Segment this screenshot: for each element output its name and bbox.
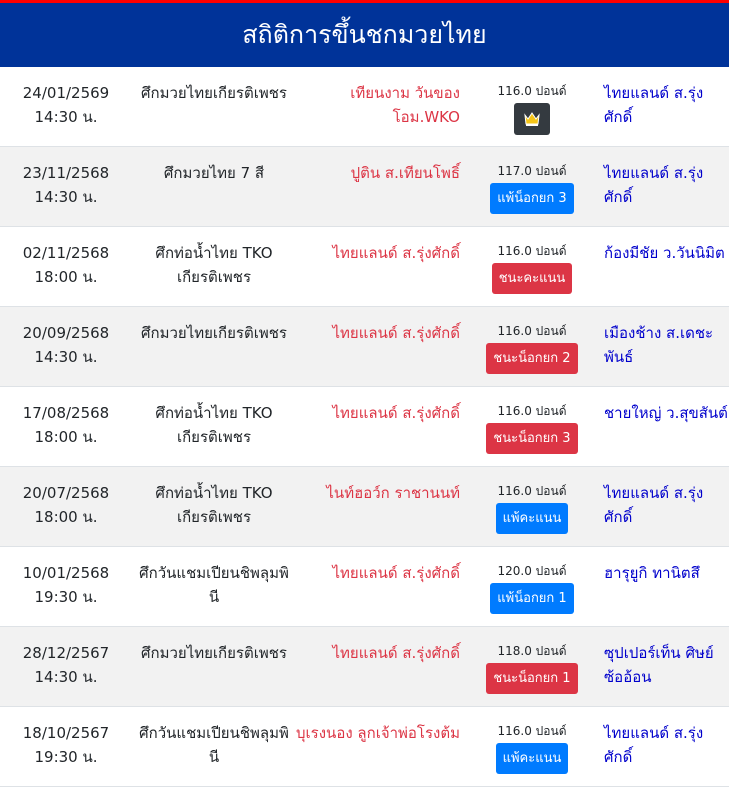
page-title: สถิติการขึ้นชกมวยไทย (242, 20, 487, 49)
opponent-link[interactable]: ไทยแลนด์ ส.รุ่งศักดิ์ (604, 164, 704, 206)
opponent-link[interactable]: ชายใหญ่ ว.สุขสันต์ (604, 404, 728, 422)
red-corner-fighter[interactable]: ไทยแลนด์ ส.รุ่งศักดิ์ (332, 644, 460, 662)
fight-datetime (0, 547, 132, 626)
fight-row (0, 147, 729, 227)
fight-date: 18/10/2567 (22, 724, 110, 742)
fight-result (466, 147, 598, 226)
result-badge: ชนะน็อกยก 2 (486, 343, 577, 374)
fight-date: 28/12/2567 (22, 644, 110, 662)
fight-date: 02/11/2568 (22, 244, 110, 262)
opponent-link[interactable]: ไทยแลนด์ ส.รุ่งศักดิ์ (604, 84, 704, 126)
red-corner-fighter[interactable]: ไทยแลนด์ ส.รุ่งศักดิ์ (332, 564, 460, 582)
weight-class: 116.0 ปอนด์ (497, 244, 567, 258)
weight-class: 116.0 ปอนด์ (497, 724, 567, 738)
fight-result (466, 707, 598, 786)
result-badge: แพ้น็อกยก 1 (490, 583, 573, 614)
result-badge: แพ้คะแนน (496, 743, 569, 774)
result-badge: ชนะคะแนน (492, 263, 573, 294)
fight-time: 19:30 น. (34, 588, 98, 606)
event-name: ศึกวันแชมเปียนชิพลุมพินี (139, 724, 289, 766)
event-name: ศึกท่อน้ำไทย TKO เกียรติเพชร (155, 484, 273, 526)
crown-icon (523, 111, 541, 127)
fight-datetime (0, 387, 132, 466)
fight-row (0, 67, 729, 147)
fight-date: 20/09/2568 (22, 324, 110, 342)
fight-date: 10/01/2568 (22, 564, 110, 582)
event-name: ศึกมวยไทย 7 สี (163, 164, 265, 182)
opponent-link[interactable]: ฮารุยูกิ ทานิตสึ (604, 564, 700, 582)
fight-time: 19:30 น. (34, 748, 98, 766)
title-fight-badge (514, 103, 550, 135)
fight-row (0, 467, 729, 547)
opponent-link[interactable]: ก้องมีชัย ว.วันนิมิต (604, 244, 725, 262)
weight-class: 117.0 ปอนด์ (497, 164, 567, 178)
result-badge: แพ้คะแนน (496, 503, 569, 534)
red-corner-fighter[interactable]: บุเรงนอง ลูกเจ้าพ่อโรงต้ม (296, 724, 460, 742)
fight-date: 24/01/2569 (22, 84, 110, 102)
opponent-link[interactable]: ไทยแลนด์ ส.รุ่งศักดิ์ (604, 724, 704, 766)
fight-date: 17/08/2568 (22, 404, 110, 422)
result-badge: ชนะน็อกยก 3 (486, 423, 577, 454)
result-badge: ชนะน็อกยก 1 (486, 663, 577, 694)
weight-class: 120.0 ปอนด์ (497, 564, 567, 578)
event-name: ศึกท่อน้ำไทย TKO เกียรติเพชร (155, 404, 273, 446)
red-corner-fighter[interactable]: ปูติน ส.เทียนโพธิ์ (350, 164, 460, 182)
fight-time: 14:30 น. (34, 108, 98, 126)
result-badge: แพ้น็อกยก 3 (490, 183, 573, 214)
red-corner-fighter[interactable]: เทียนงาม วันของโอม.WKO (350, 84, 460, 126)
fight-time: 14:30 น. (34, 348, 98, 366)
page-header (0, 3, 729, 67)
opponent-link[interactable]: เมืองช้าง ส.เดชะพันธ์ (604, 324, 714, 366)
fight-result (466, 467, 598, 546)
event-name: ศึกท่อน้ำไทย TKO เกียรติเพชร (155, 244, 273, 286)
fight-record-list (0, 67, 729, 787)
fight-row (0, 547, 729, 627)
fight-row (0, 627, 729, 707)
red-corner-fighter[interactable]: ไทยแลนด์ ส.รุ่งศักดิ์ (332, 324, 460, 342)
fight-result (466, 547, 598, 626)
fight-time: 14:30 น. (34, 668, 98, 686)
weight-class: 118.0 ปอนด์ (497, 644, 567, 658)
event-name: ศึกวันแชมเปียนชิพลุมพินี (139, 564, 289, 606)
opponent-link[interactable]: ซุปเปอร์เท็น ศิษย์ซ้ออ้อน (604, 644, 714, 686)
fight-datetime (0, 67, 132, 146)
fight-datetime (0, 467, 132, 546)
fight-datetime (0, 707, 132, 786)
fight-time: 18:00 น. (34, 268, 98, 286)
fight-result (466, 67, 598, 146)
event-name: ศึกมวยไทยเกียรติเพชร (141, 84, 287, 102)
weight-class: 116.0 ปอนด์ (497, 404, 567, 418)
fight-date: 20/07/2568 (22, 484, 110, 502)
fight-result (466, 627, 598, 706)
fight-row (0, 387, 729, 467)
fight-datetime (0, 147, 132, 226)
red-corner-fighter[interactable]: ไนท์ฮอว์ก ราชานนท์ (326, 484, 460, 502)
fight-datetime (0, 227, 132, 306)
fight-time: 18:00 น. (34, 508, 98, 526)
event-name: ศึกมวยไทยเกียรติเพชร (141, 644, 287, 662)
fight-datetime (0, 307, 132, 386)
fight-result (466, 227, 598, 306)
weight-class: 116.0 ปอนด์ (497, 484, 567, 498)
weight-class: 116.0 ปอนด์ (497, 324, 567, 338)
opponent-link[interactable]: ไทยแลนด์ ส.รุ่งศักดิ์ (604, 484, 704, 526)
event-name: ศึกมวยไทยเกียรติเพชร (141, 324, 287, 342)
fight-row (0, 707, 729, 787)
fight-date: 23/11/2568 (22, 164, 110, 182)
fight-datetime (0, 627, 132, 706)
fight-time: 18:00 น. (34, 428, 98, 446)
fight-result (466, 387, 598, 466)
fight-time: 14:30 น. (34, 188, 98, 206)
red-corner-fighter[interactable]: ไทยแลนด์ ส.รุ่งศักดิ์ (332, 244, 460, 262)
fight-row (0, 227, 729, 307)
fight-row (0, 307, 729, 387)
red-corner-fighter[interactable]: ไทยแลนด์ ส.รุ่งศักดิ์ (332, 404, 460, 422)
fight-result (466, 307, 598, 386)
weight-class: 116.0 ปอนด์ (497, 84, 567, 98)
